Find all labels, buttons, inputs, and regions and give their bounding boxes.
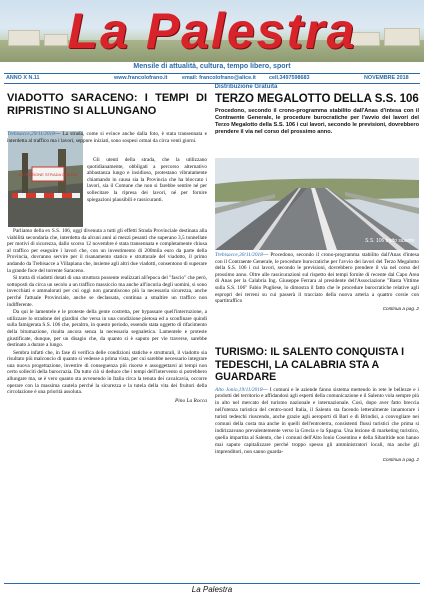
highway-photo <box>215 158 419 250</box>
dateline: Trebisacce,29/11/2018 <box>7 131 55 137</box>
article-paragraph: Parliamo della ex S.S. 106, oggi divenuta a tutti gli effetti Strada Provinciale destinata alla viabilità secondaria che, interdetta da alcuni anni ai mezzi pesanti che superano 3,5 tonnellate per motivi di sicurezza, dallo scorso 12 novembre è stata transennata e completamente chiusa al traffico per eseguire i lavori che, con un investimento di 200mila euro da parte della Provincia, dovranno servire per il risanamento statico e strutturale del viadotto, il primo andando da Trebisacce a Villapiana che, insieme agli altri due viadotti, consentono di superare la grande foce del torrente Saraceno. <box>7 228 207 274</box>
issue-info-bar <box>4 73 420 84</box>
article-headline: TERZO MEGALOTTO DELLA S.S. 106 <box>215 93 419 105</box>
photo-caption: S.S. 106 tratto sibarite <box>365 238 415 244</box>
phone-number: cell.3497598683 <box>269 75 310 81</box>
article-paragraph <box>215 387 419 456</box>
closed-road-photo <box>8 131 83 227</box>
dateline: Alto Jonio,19/11/2018 <box>215 386 263 393</box>
continued-note: Continua a pag. 2 <box>382 456 419 462</box>
newspaper-logo: La Palestra <box>67 3 357 59</box>
tagline: Mensile di attualità, cultura, tempo libero, sport <box>133 63 291 70</box>
distribution-label: Distribuzione Gratuita <box>214 84 278 90</box>
continued-note: Continua a pag. 2 <box>382 305 419 311</box>
article-paragraph <box>215 252 419 305</box>
article-paragraph: Sembra infatti che, in fase di verifica delle condizioni statiche e strutturali, il viadotto sia risultato più malconcio di quanto si vedesse a prima vista, per cui sarebbe necessario integrare una nuova progettazione, investire di conseguenza più risorse e assoggettarsi ai tempi non certo solleciti della burocrazia. Da tutto ciò si deduce che i tempi dell'intervento si potrebbero allungare ma, se è vero quanto sta avvenendo in Italia circa la tenuta dei cavalcavia, occorre operare con la massima cautela perché la sicurezza e la tutela della vita dei fruitori della circolazione è una priorità assoluta. <box>7 349 207 396</box>
article-viadotto-body <box>7 131 207 145</box>
paragraph-text: — Procedono, secondo il crono-programma stabilito dall'Anas d'intesa con il Contraente Generale, le procedure burocratiche per l'avvio dei lavori del Terzo Megalotto della S.S. 106 i cui lavori, secondo le previsioni, dovrebbero prendere il via nel corso del prossimo anno. Oltre alle rassicurazioni sul rispetto dei tempi fornite di recente dal Capo Area di Anas per la Calabria Ing. Giuseppe Ferrara al presidente dell'Associazione "Basta Vittime sulla S.S. 106" Fabio Pugliese, lo dimostra il fatto che le procedure burocratiche relative agli espropri dei terreni su cui passerà il tracciato della nuova arteria a quattro corsie con spartitraffico <box>215 252 419 305</box>
masthead-banner <box>0 0 424 62</box>
article-turismo <box>215 346 419 462</box>
paragraph-text: — La strada, come si evince anche dalla foto, è stata transennata e interdetta al traffico ma i lavori, seppure iniziati, sono sospesi ormai da circa venti giorni. <box>7 131 207 144</box>
article-paragraph: Gli utenti della strada, che la utilizzano quotidianamente, obbligati a percorso alternativo abbastanza lungo e insidioso, protestano vibratamente chiamando in causa sia la Provincia che ha bloccato i lavori, sia il Comune che non si farebbe sentire né per sollecitare la ripresa dei lavori, né per fornire spiegazioni plausibili e rassicuranti. <box>87 157 207 203</box>
email-link[interactable]: email: francolofrano@alice.it <box>182 75 256 81</box>
article-megalotto-body <box>215 252 419 311</box>
article-headline: VIADOTTO SARACENO: I TEMPI DI RIPRISTINO SI ALLUNGANO <box>7 92 207 117</box>
article-paragraph: Da qui le lamentele e le proteste della gente costretta, per bypassare quell'interruzione, a utilizzare lo stradone dei giardini che versa in una condizione pietosa ed a sconfinare quindi sulla famigerata S.S. 106 che, peraltro, in questo periodo, essendo stata oggetto di rifacimento della bitumazione, risulta ancora senza la necessaria segnaletica. Lamentele e proteste giustificate, dunque, per un disagio che, da quanto si è saputo per vie traverse, sarebbe destinato a durare a lungo. <box>7 309 207 349</box>
road-sign-text: ATTENZIONE STRADA CHIUSA <box>18 172 78 177</box>
issue-number: ANNO X N.11 <box>6 75 40 81</box>
article-viadotto-p2 <box>87 157 207 204</box>
article-megalotto <box>215 93 419 136</box>
issue-date: NOVEMBRE 2018 <box>364 75 409 81</box>
article-viadotto <box>7 92 207 117</box>
footer-title: La Palestra <box>191 585 233 594</box>
footer-rule <box>4 583 420 584</box>
article-paragraph: Si tratta di viadotti dotati di una struttura possente realizzati all'epoca del "fascio" che però, sottoposti da circa un secolo a un traffico massiccio ma anche all'incuria degli uomini, si sono invecchiati e ammalorati per cui oggi non garantiscono più la necessaria sicurezza, anche perché l'attuale Provinciale, anche se declassata, continua a smaltire un traffico non indifferente. <box>7 275 207 308</box>
dateline: Trebisacce,30/11/2018 <box>215 252 263 258</box>
article-headline: TURISMO: IL SALENTO CONQUISTA I TEDESCHI, LA CALABRIA STA A GUARDARE <box>215 346 405 383</box>
paragraph-text: — I comuni e le aziende fanno sistema mettendo in rete le bellezze e i prodotti del territorio e affidandosi agli esperti della comunicazione e il Salento vola sempre più in alto nel mercato del turismo nazionale e internazionale. Così, dopo aver fatto breccia nell'utenza turistica del centro-nord Italia, il Salento sta facendo letteralmente innamorare i turisti tedeschi riuscendo, anche grazie agli aeroporti di Bari e di Brindisi, a convogliare nei comuni della costa ma anche in quelli dell'entroterra, consistenti flussi turistici che prima si indirizzavano prevalentemente verso la Grecia e la Spagna. Una lezione di marketing turistico, quella impartita al Salento, che i comuni dell'Alto Ionio Cosentino e della Sibaritide non hanno mai saputo capitalizzare perché troppo spesso gli amministratori locali, ma anche gli imprenditori, non sanno guarda- <box>215 386 419 455</box>
website-link[interactable]: www.francolofrano.it <box>114 75 168 81</box>
article-paragraph <box>7 131 207 144</box>
author-signature: Pino La Rocca <box>174 397 207 404</box>
article-lead: Procedono, secondo il crono-programma stabilito dall'Anas d'intesa con il Contraente Generale, le procedure burocratiche per l'avvio dei lavori del Terzo Megalotto della S.S. 106 i cui lavori, secondo le previsioni, dovrebbero prendere il via nel corso del prossimo anno. <box>215 108 419 135</box>
article-viadotto-rest <box>7 228 207 404</box>
